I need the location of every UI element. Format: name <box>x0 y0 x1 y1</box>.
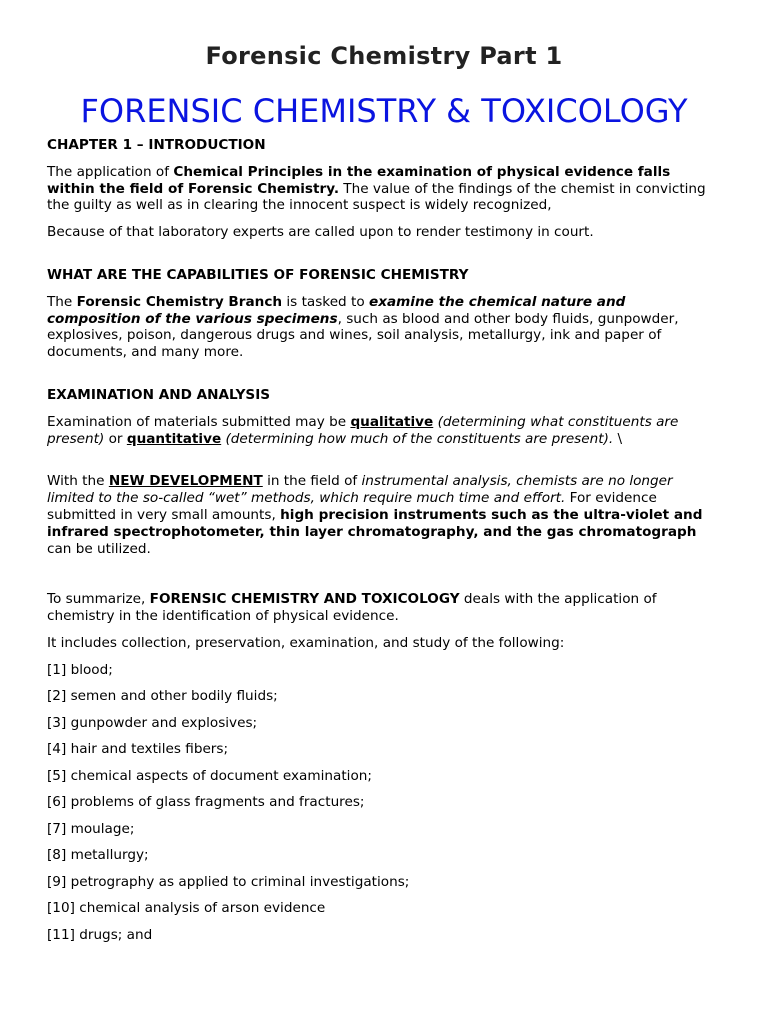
list-item: [8] metallurgy; <box>47 847 149 864</box>
list-item: [1] blood; <box>47 661 113 678</box>
development-text-a: With the <box>47 473 109 490</box>
summary-text-a: To summarize, <box>47 591 150 608</box>
list-item: [10] chemical analysis of arson evidence <box>47 900 326 917</box>
quantitative-term: quantitative <box>126 430 222 447</box>
summary-intro: It includes collection, preservation, examination, and study of the following: <box>47 634 565 651</box>
examination-text-trailing: \ <box>613 430 623 447</box>
capabilities-text-emphasis: examine the chemical nature and composition of the various specimens <box>47 293 626 327</box>
list-item: [3] gunpowder and explosives; <box>47 714 258 731</box>
examination-text-a: Examination of materials submitted may be <box>47 413 351 430</box>
page-title: Forensic Chemistry Part 1 <box>205 42 563 70</box>
list-item: [11] drugs; and <box>47 926 153 943</box>
summary-paragraph <box>47 591 717 625</box>
list-item: [5] chemical aspects of document examination; <box>47 767 372 784</box>
development-text-e: For evidence submitted in very small amounts, <box>47 490 657 523</box>
examination-paragraph <box>47 414 717 448</box>
chapter-heading: CHAPTER 1 – INTRODUCTION <box>47 137 266 153</box>
capabilities-text-a: The <box>47 293 77 310</box>
examination-heading: EXAMINATION AND ANALYSIS <box>47 386 271 403</box>
qualitative-definition: (determining what constituents are present) <box>47 413 679 447</box>
list-item: [2] semen and other bodily fluids; <box>47 688 278 705</box>
capabilities-heading: WHAT ARE THE CAPABILITIES OF FORENSIC CHEMISTRY <box>47 266 469 283</box>
list-item: [4] hair and textiles fibers; <box>47 741 229 758</box>
examination-text-or: or <box>104 430 127 447</box>
capabilities-text-branch: Forensic Chemistry Branch <box>76 293 283 310</box>
capabilities-text-e: , such as blood and other body fluids, gunpowder, explosives, poison, dangerous drugs and wines, soil analysis, metallurgy, ink and paper of documents, and many more. <box>47 310 679 361</box>
main-heading: FORENSIC CHEMISTRY & TOXICOLOGY <box>80 92 688 130</box>
intro-text-c: The value of the findings of the chemist in convicting the guilty as well as in clearing the innocent suspect is widely recognized, <box>47 180 706 214</box>
development-text-c: in the field of <box>262 473 362 490</box>
summary-text-c: deals with the application of chemistry in the identification of physical evidence. <box>47 591 657 625</box>
list-item: [6] problems of glass fragments and fractures; <box>47 794 365 811</box>
summary-text-bold: FORENSIC CHEMISTRY AND TOXICOLOGY <box>149 591 460 608</box>
document-body <box>47 137 717 953</box>
evidence-list <box>47 662 717 944</box>
testimony-paragraph: Because of that laboratory experts are called upon to render testimony in court. <box>47 224 594 241</box>
list-item: [7] moulage; <box>47 820 135 837</box>
qualitative-term: qualitative <box>350 413 434 430</box>
development-text-instruments: high precision instruments such as the ultra-violet and infrared spectrophotometer, thin layer chromatography, and the gas chromatograph <box>47 506 703 540</box>
development-text-g: can be utilized. <box>47 540 151 557</box>
development-text-italic: instrumental analysis, chemists are no longer limited to the so-called “wet” methods, which require much time and effort. <box>47 473 673 507</box>
intro-text-bold: Chemical Principles in the examination of physical evidence falls within the field of Forensic Chemistry. <box>47 163 671 197</box>
list-item: [9] petrography as applied to criminal investigations; <box>47 873 410 890</box>
capabilities-paragraph <box>47 294 717 361</box>
new-development-term: NEW DEVELOPMENT <box>108 473 263 490</box>
intro-text-a: The application of <box>47 163 174 180</box>
intro-paragraph <box>47 164 717 214</box>
development-paragraph <box>47 473 717 557</box>
quantitative-definition: (determining how much of the constituents are present). <box>221 430 614 447</box>
capabilities-text-c: is tasked to <box>282 293 369 310</box>
